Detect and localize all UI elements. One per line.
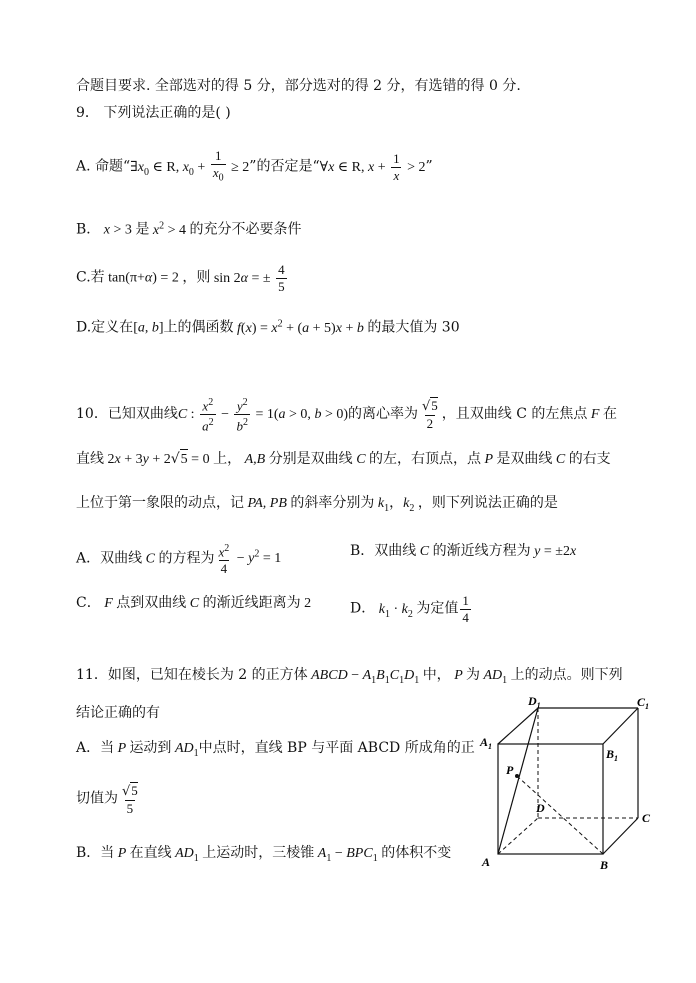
- cube-figure: [478, 694, 658, 874]
- edge-a-d: [498, 818, 538, 854]
- edge-b-c: [603, 818, 638, 854]
- q9-option-b[interactable]: B． x > 3 是 $x^2 > 4$ 的充分不必要条件: [76, 220, 302, 238]
- q9-option-a[interactable]: A. 命题“$\exists x_0$ ∈ R, $x_0$ + $\frac{1}{x_0}$ ≥ 2”的否定是“∀x ∈ R, x + $\frac{1}{x}$ > 2”: [76, 148, 433, 187]
- q11-option-b[interactable]: B．当 P 在直线 $AD_1$ 上运动时，三棱锥 $A_1 - BPC_1$ 的体积不变: [76, 845, 452, 864]
- q11-stem-line2: 结论正确的有: [76, 705, 160, 721]
- q10-option-a[interactable]: A．双曲线 C 的方程为 $\frac{x^2}{4}$ − $y^2 = 1$: [76, 543, 282, 577]
- q10-stem-line2: 直线 2x + 3y + 2√5 = 0 上， A,B 分别是双曲线 C 的左，右顶点，点 P 是双曲线 C 的右支: [76, 449, 611, 470]
- q9-option-d[interactable]: D.定义在[a, b]上的偶函数 $f(x) = x^2 + (a + 5)x + b$ 的最大值为 30: [76, 318, 460, 336]
- q10-option-c[interactable]: C． F 点到双曲线 C 的渐近线距离为 2: [76, 595, 312, 611]
- edge-a1-d1: [498, 708, 538, 744]
- edge-a-d1: [498, 708, 538, 854]
- label-b: B: [600, 858, 609, 872]
- cube-front-face: [498, 744, 603, 854]
- label-c1: $C_1$: [637, 695, 650, 711]
- label-b1: $B_1$: [606, 747, 619, 763]
- cube-solid-edges: [498, 708, 638, 854]
- intro-text: 合题目要求. 全部选对的得 5 分，部分选对的得 2 分，有选错的得 0 分.: [76, 78, 521, 94]
- label-a1: $A_1$: [480, 735, 493, 751]
- q10-option-b[interactable]: B．双曲线 C 的渐近线方程为 y = ±2x: [350, 543, 577, 559]
- q10-stem-line1: 10．已知双曲线C : $\frac{x^2}{a^2}$ − $\frac{y^2}{b^2}$ = 1(a > 0, b > 0)的离心率为 $\frac{√5}{2}$ ，且双曲线 C 的左焦点 F 在: [76, 397, 617, 434]
- q11-option-a[interactable]: A．当 P 运动到 $AD_1$中点时，直线 BP 与平面 ABCD 所成角的正: [76, 740, 475, 759]
- point-p-dot: [515, 774, 519, 778]
- label-c: C: [642, 811, 651, 825]
- q9-a-formula-2: ∀x ∈ R, x + $\frac{1}{x}$ > 2: [319, 150, 426, 183]
- q9-option-c[interactable]: C.若 tan(π+α) = 2 ，则 sin 2α = ± $\frac{4}{5}$: [76, 262, 285, 294]
- q11-option-a-cont: 切值为 $\frac{√5}{5}$: [76, 783, 138, 816]
- q9-a-formula-1: $\exists x_0$ ∈ R, $x_0$ + $\frac{1}{x_0}$ ≥ 2: [130, 160, 249, 175]
- q9-stem: 9． 下列说法正确的是( ): [76, 105, 231, 121]
- label-d: D: [536, 801, 545, 815]
- label-a: A: [482, 855, 491, 869]
- segment-p-b: [517, 776, 603, 854]
- edge-b1-c1: [603, 708, 638, 744]
- label-d1: $D_1$: [528, 694, 541, 710]
- q10-stem-line3: 上位于第一象限的动点，记 PA, PB 的斜率分别为 $k_1$，$k_2$ ，则下列说法正确的是: [76, 495, 558, 514]
- label-p: P: [506, 763, 514, 777]
- q11-stem-line1: 11．如图，已知在棱长为 2 的正方体 ABCD − $A_1B_1C_1D_1$ 中， P 为 $AD_1$ 上的动点。则下列: [76, 667, 623, 686]
- q10-option-d[interactable]: D． $k_1 \cdot k_2$ 为定值 $\frac{1}{4}$: [350, 593, 469, 625]
